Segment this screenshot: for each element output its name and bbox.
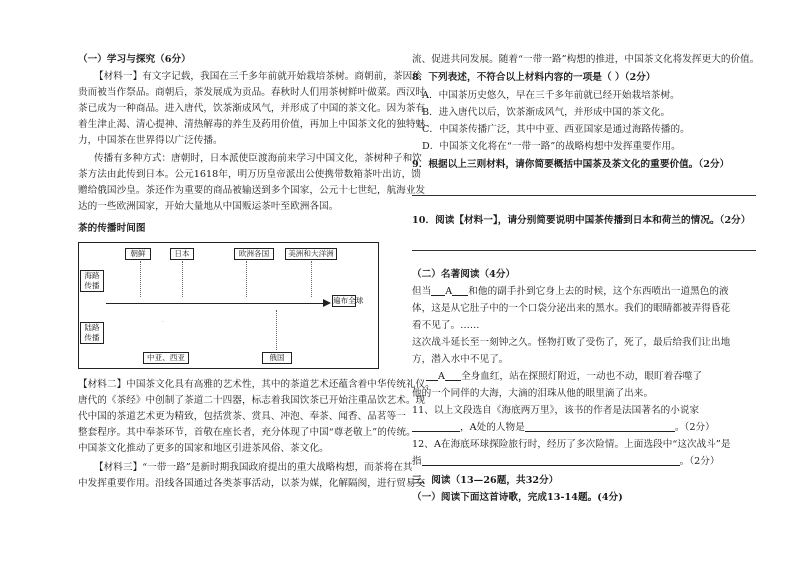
question-8-option-a: A．中国茶历史悠久，早在三千多年前就已经开始栽培茶树。	[422, 90, 680, 101]
passage-line-1-rest: 和他的副手扑到它身上去的时候，这个东西喷出一道黑色的液	[468, 286, 729, 297]
spread-line: 达的一些欧洲国家，开始大量地从中国贩运茶叶至欧洲各国。	[78, 201, 339, 212]
question-11-end: 。（2分）	[674, 422, 715, 433]
question-11-mid: ，A处的人物是	[460, 422, 525, 433]
question-8-option-d: D．中国茶文化将在“一带一路”的战略构想中发挥重要作用。	[422, 141, 681, 152]
section-title-reading: 三、阅读（13—26题，共32分）	[412, 475, 559, 486]
question-12-prefix: 指	[412, 456, 422, 467]
spread-line: 传播有多种方式：唐朝时，日本派使臣渡海前来学习中国文化，茶树种子和饮	[94, 153, 422, 164]
timeline-box-europe: 欧洲各国	[234, 248, 274, 260]
timeline-title: 茶的传播时间图	[78, 223, 146, 234]
material-one-line: 着生津止渴、清心提神、清热解毒的养生及药用价值，再加上中国茶文化的独特魅	[78, 119, 426, 130]
timeline-box-russia: 俄国	[262, 352, 292, 364]
passage-line: 体，这是从它肚子中的一个口袋分泌出来的黑水。我们的眼睛都被弄得昏花	[412, 303, 731, 314]
spread-line: 茶方法由此传到日本。公元1618年，明万历皇帝派出公使携带数箱茶叶出访，馈	[78, 169, 421, 180]
passage-line: 他的一个同伴的大海，大滴的泪珠从他的眼里滴了出来。	[412, 388, 654, 399]
question-10: 10．阅读【材料一】，请分别简要说明中国茶传播到日本和荷兰的情况。（2分）	[412, 215, 751, 226]
passage-line: 看不见了。……	[412, 320, 480, 331]
question-11-line-1: 11、以上文段选自《海底两万里》，该书的作者是法国著名的小说家	[412, 405, 700, 416]
passage-line-1	[412, 285, 729, 299]
question-8-option-b: B．进入唐代以后，饮茶渐成风气，并形成中国的茶文化。	[422, 107, 671, 118]
section-title-study: （一）学习与探究（6分）	[78, 54, 191, 65]
blank-after-a[interactable]	[452, 285, 468, 296]
timeline-axis	[106, 303, 324, 304]
blank-label-a: A	[438, 371, 445, 382]
blank-before-a[interactable]	[426, 370, 438, 381]
material-one-line: 力，中国茶在世界得以广泛传播。	[78, 135, 223, 146]
material-two-line: 代中国的茶道艺术更为精致，包括赏茶、赏具、冲泡、奉茶、闻香、品茗等一	[78, 411, 406, 422]
blank-after-a[interactable]	[445, 370, 461, 381]
material-two-line: 中国茶文化推动了更多的国家和地区引进茶风俗、茶文化。	[78, 443, 329, 454]
material-three-line: 【材料三】“一带一路”是新时期我国政府提出的重大战略构想，而茶将在其	[94, 462, 413, 473]
answer-line-q9[interactable]	[412, 195, 756, 196]
material-one-line: 【材料一】有文字记载，我国在三千多年前就开始栽培茶树。商朝前，茶因珍	[94, 71, 422, 82]
timeline-dotted-guide	[182, 261, 185, 297]
passage-line: 方，潜入水中不见了。	[412, 354, 509, 365]
section-title-classics: （二）名著阅读（4分）	[412, 269, 516, 280]
blank-before-a[interactable]	[431, 285, 445, 296]
timeline-box-americas-oceania: 美洲和大洋洲	[285, 248, 337, 260]
timeline-dotted-guide	[276, 310, 279, 350]
timeline-sea-route-label: 海路传播	[80, 270, 104, 292]
question-12-line-1: 12、A在海底环球探险旅行时，经历了多次险情。上面选段中“这次战斗”是	[412, 439, 731, 450]
material-one-line: 贵而被当作祭品。商朝后，茶发展成为贡品。春秋时人们用茶树鲜叶做菜。西汉时	[78, 87, 426, 98]
answer-blank-author[interactable]	[412, 421, 460, 432]
answer-blank-battle[interactable]	[422, 455, 680, 466]
question-8-stem: 8．下列表述，不符合以上材料内容的一项是（ ）（2分）	[412, 72, 656, 83]
timeline-arrow-icon	[323, 299, 331, 307]
material-three-line: 中发挥重要作用。沿线各国通过各类茶事活动，以茶为媒，化解隔阂，进行贸易交	[78, 478, 426, 489]
timeline-dotted-guide	[311, 261, 314, 297]
question-12-end: 。（2分）	[679, 456, 720, 467]
passage-line: 这次战斗延长至一刻钟之久。怪物打败了受伤了，死了，最后给我们让出地	[412, 337, 731, 348]
timeline-box-japan: 日本	[170, 248, 194, 260]
passage-prefix: 但当	[412, 286, 432, 297]
timeline-end-box: 遍布全球	[333, 296, 364, 305]
timeline-dotted-guide	[140, 261, 143, 297]
question-8-option-c: C．中国茶传播广泛，其中中亚、西亚国家是通过海路传播的。	[422, 124, 690, 135]
timeline-box-central-west-asia: 中亚、西亚	[143, 352, 189, 364]
answer-blank-character[interactable]	[525, 421, 675, 432]
timeline-box-korea: 朝鲜	[125, 248, 151, 260]
material-two-line: 唐代的《茶经》中创制了茶道二十四器，标志着我国饮茶已开始注重品饮艺术。现	[78, 395, 426, 406]
material-two-line: 整套程序。其中奉茶环节，首敬在座长者，充分体现了中国“尊老敬上”的传统。	[78, 427, 416, 438]
timeline-land-route-label: 陆路传播	[80, 322, 104, 344]
material-one-line: 茶已成为一种商品。进入唐代，饮茶渐成风气，并形成了中国的茶文化。因为茶有	[78, 103, 426, 114]
tea-spread-timeline	[78, 242, 384, 372]
timeline-dotted-guide	[246, 261, 249, 297]
spread-line: 赠给俄国沙皇。茶还作为重要的商品被输送到多个国家，公元十七世纪，航海业发	[78, 185, 426, 196]
timeline-faint-mark: ·	[162, 319, 164, 325]
question-9: 9．根据以上三则材料，请你简要概括中国茶及茶文化的重要价值。（2分）	[412, 159, 730, 170]
section-subtitle-poem: （一）阅读下面这首诗歌，完成13-14题。(4分)	[412, 492, 623, 503]
material-two-line: 【材料二】中国茶文化具有高雅的艺术性，其中的茶道艺术还蕴含着中华传统礼仪。	[78, 379, 435, 390]
passage-line-rest: 全身血红，站在探照灯附近，一动也不动，眼盯着吞噬了	[460, 371, 703, 382]
answer-line-q10[interactable]	[412, 250, 756, 251]
question-12-line-2	[412, 455, 720, 469]
passage-line-blank-a	[412, 370, 702, 384]
question-11-line-2	[412, 421, 715, 435]
material-three-continued: 流、促进共同发展。随着“一带一路”构想的推进，中国茶文化将发挥更大的价值。	[412, 54, 760, 65]
blank-label-a: A	[445, 286, 453, 297]
